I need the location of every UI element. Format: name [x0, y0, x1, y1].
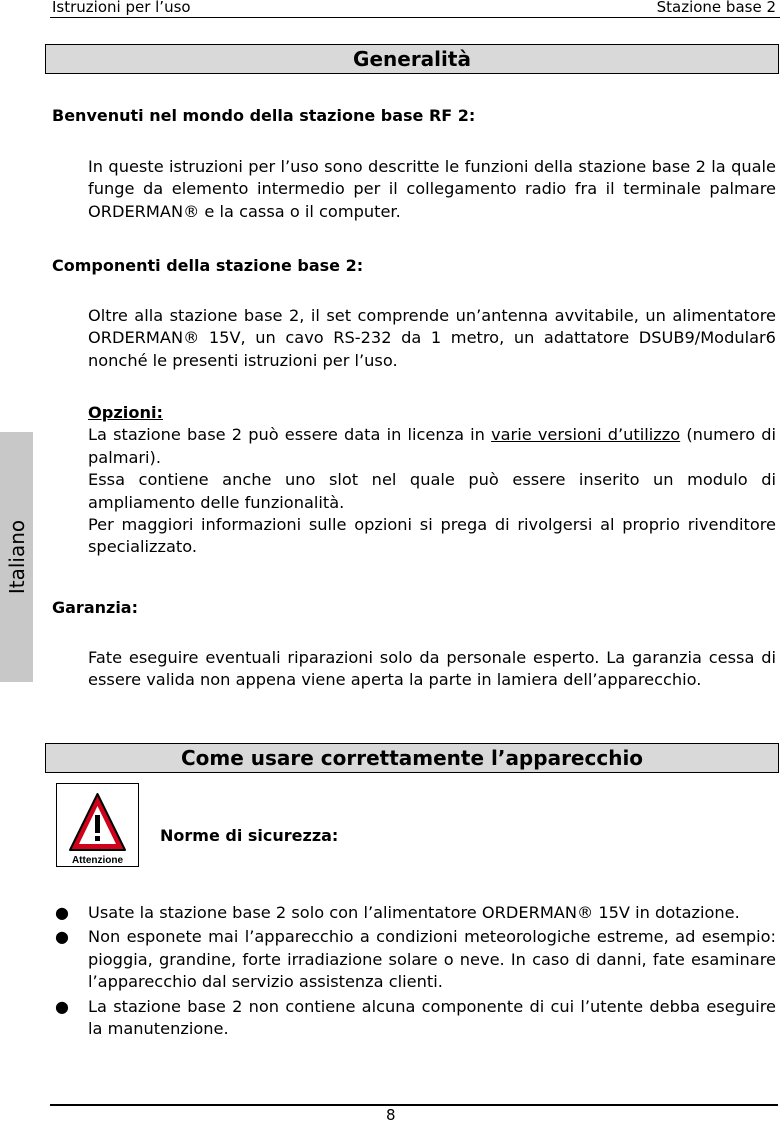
list-item: ● Non esponete mai l’apparecchio a condizioni meteorologiche estreme, ad esempio: pioggia, grandine, forte irradiazione solare o neve. In caso di danni, fate esaminare l’apparecchio dal servizio assistenza clienti. — [55, 927, 776, 992]
warranty-text: Fate eseguire eventuali riparazioni solo da personale esperto. La garanzia cessa di essere valida non appena viene aperta la parte in lamiera dell’apparecchio. — [88, 648, 776, 690]
page-number: 8 — [386, 1106, 396, 1124]
options-block — [88, 402, 776, 559]
header-rule — [50, 17, 780, 18]
language-side-tab — [0, 432, 33, 682]
header-left: Istruzioni per l’uso — [52, 0, 191, 16]
components-paragraph — [88, 305, 776, 372]
footer-rule — [50, 1104, 778, 1106]
options-heading: Opzioni: — [88, 403, 163, 422]
options-text-1b: (numero di palmari). — [88, 425, 777, 467]
welcome-heading: Benvenuti nel mondo della stazione base RF 2: — [52, 106, 476, 125]
warning-triangle-icon — [57, 788, 138, 860]
warranty-heading: Garanzia: — [52, 598, 138, 617]
welcome-paragraph — [88, 156, 776, 223]
safety-list — [55, 902, 776, 1042]
welcome-text: In queste istruzioni per l’uso sono descritte le funzioni della stazione base 2 la quale funge da elemento intermedio per il collegamento radio fra il terminale palmare ORDERMAN® e la cassa o il computer. — [88, 157, 776, 221]
options-text-3: Per maggiori informazioni sulle opzioni si prega di rivolgersi al proprio rivenditore specializzato. — [88, 515, 776, 557]
language-label: Italiano — [4, 519, 29, 595]
options-versions-link: varie versioni d’utilizzo — [491, 425, 681, 445]
bullet-icon: ● — [55, 903, 69, 922]
components-heading: Componenti della stazione base 2: — [52, 256, 364, 275]
header-right: Stazione base 2 — [656, 0, 776, 16]
safety-heading: Norme di sicurezza: — [160, 826, 339, 845]
section-title-usage: Come usare correttamente l’apparecchio — [45, 743, 779, 773]
list-item: ● La stazione base 2 non contiene alcuna componente di cui l’utente debba eseguire la manutenzione. — [55, 996, 776, 1039]
bullet-icon: ● — [55, 927, 69, 947]
section-title-generalita: Generalità — [45, 44, 779, 74]
options-text-1a: La stazione base 2 può essere data in licenza in — [88, 425, 485, 445]
options-text-2: Essa contiene anche uno slot nel quale può essere inserito un modulo di ampliamento delle funzionalità. — [88, 470, 776, 512]
bullet-icon: ● — [55, 996, 69, 1016]
list-item: ● Usate la stazione base 2 solo con l’alimentatore ORDERMAN® 15V in dotazione. — [55, 902, 776, 924]
warning-sign — [56, 783, 139, 867]
components-text: Oltre alla stazione base 2, il set comprende un’antenna avvitabile, un alimentatore ORDERMAN® 15V, un cavo RS-232 da 1 metro, un adattatore DSUB9/Modular6 nonché le presenti istruzioni per l’uso. — [88, 306, 776, 370]
warranty-paragraph — [88, 647, 776, 692]
warning-label: Attenzione — [71, 855, 124, 866]
